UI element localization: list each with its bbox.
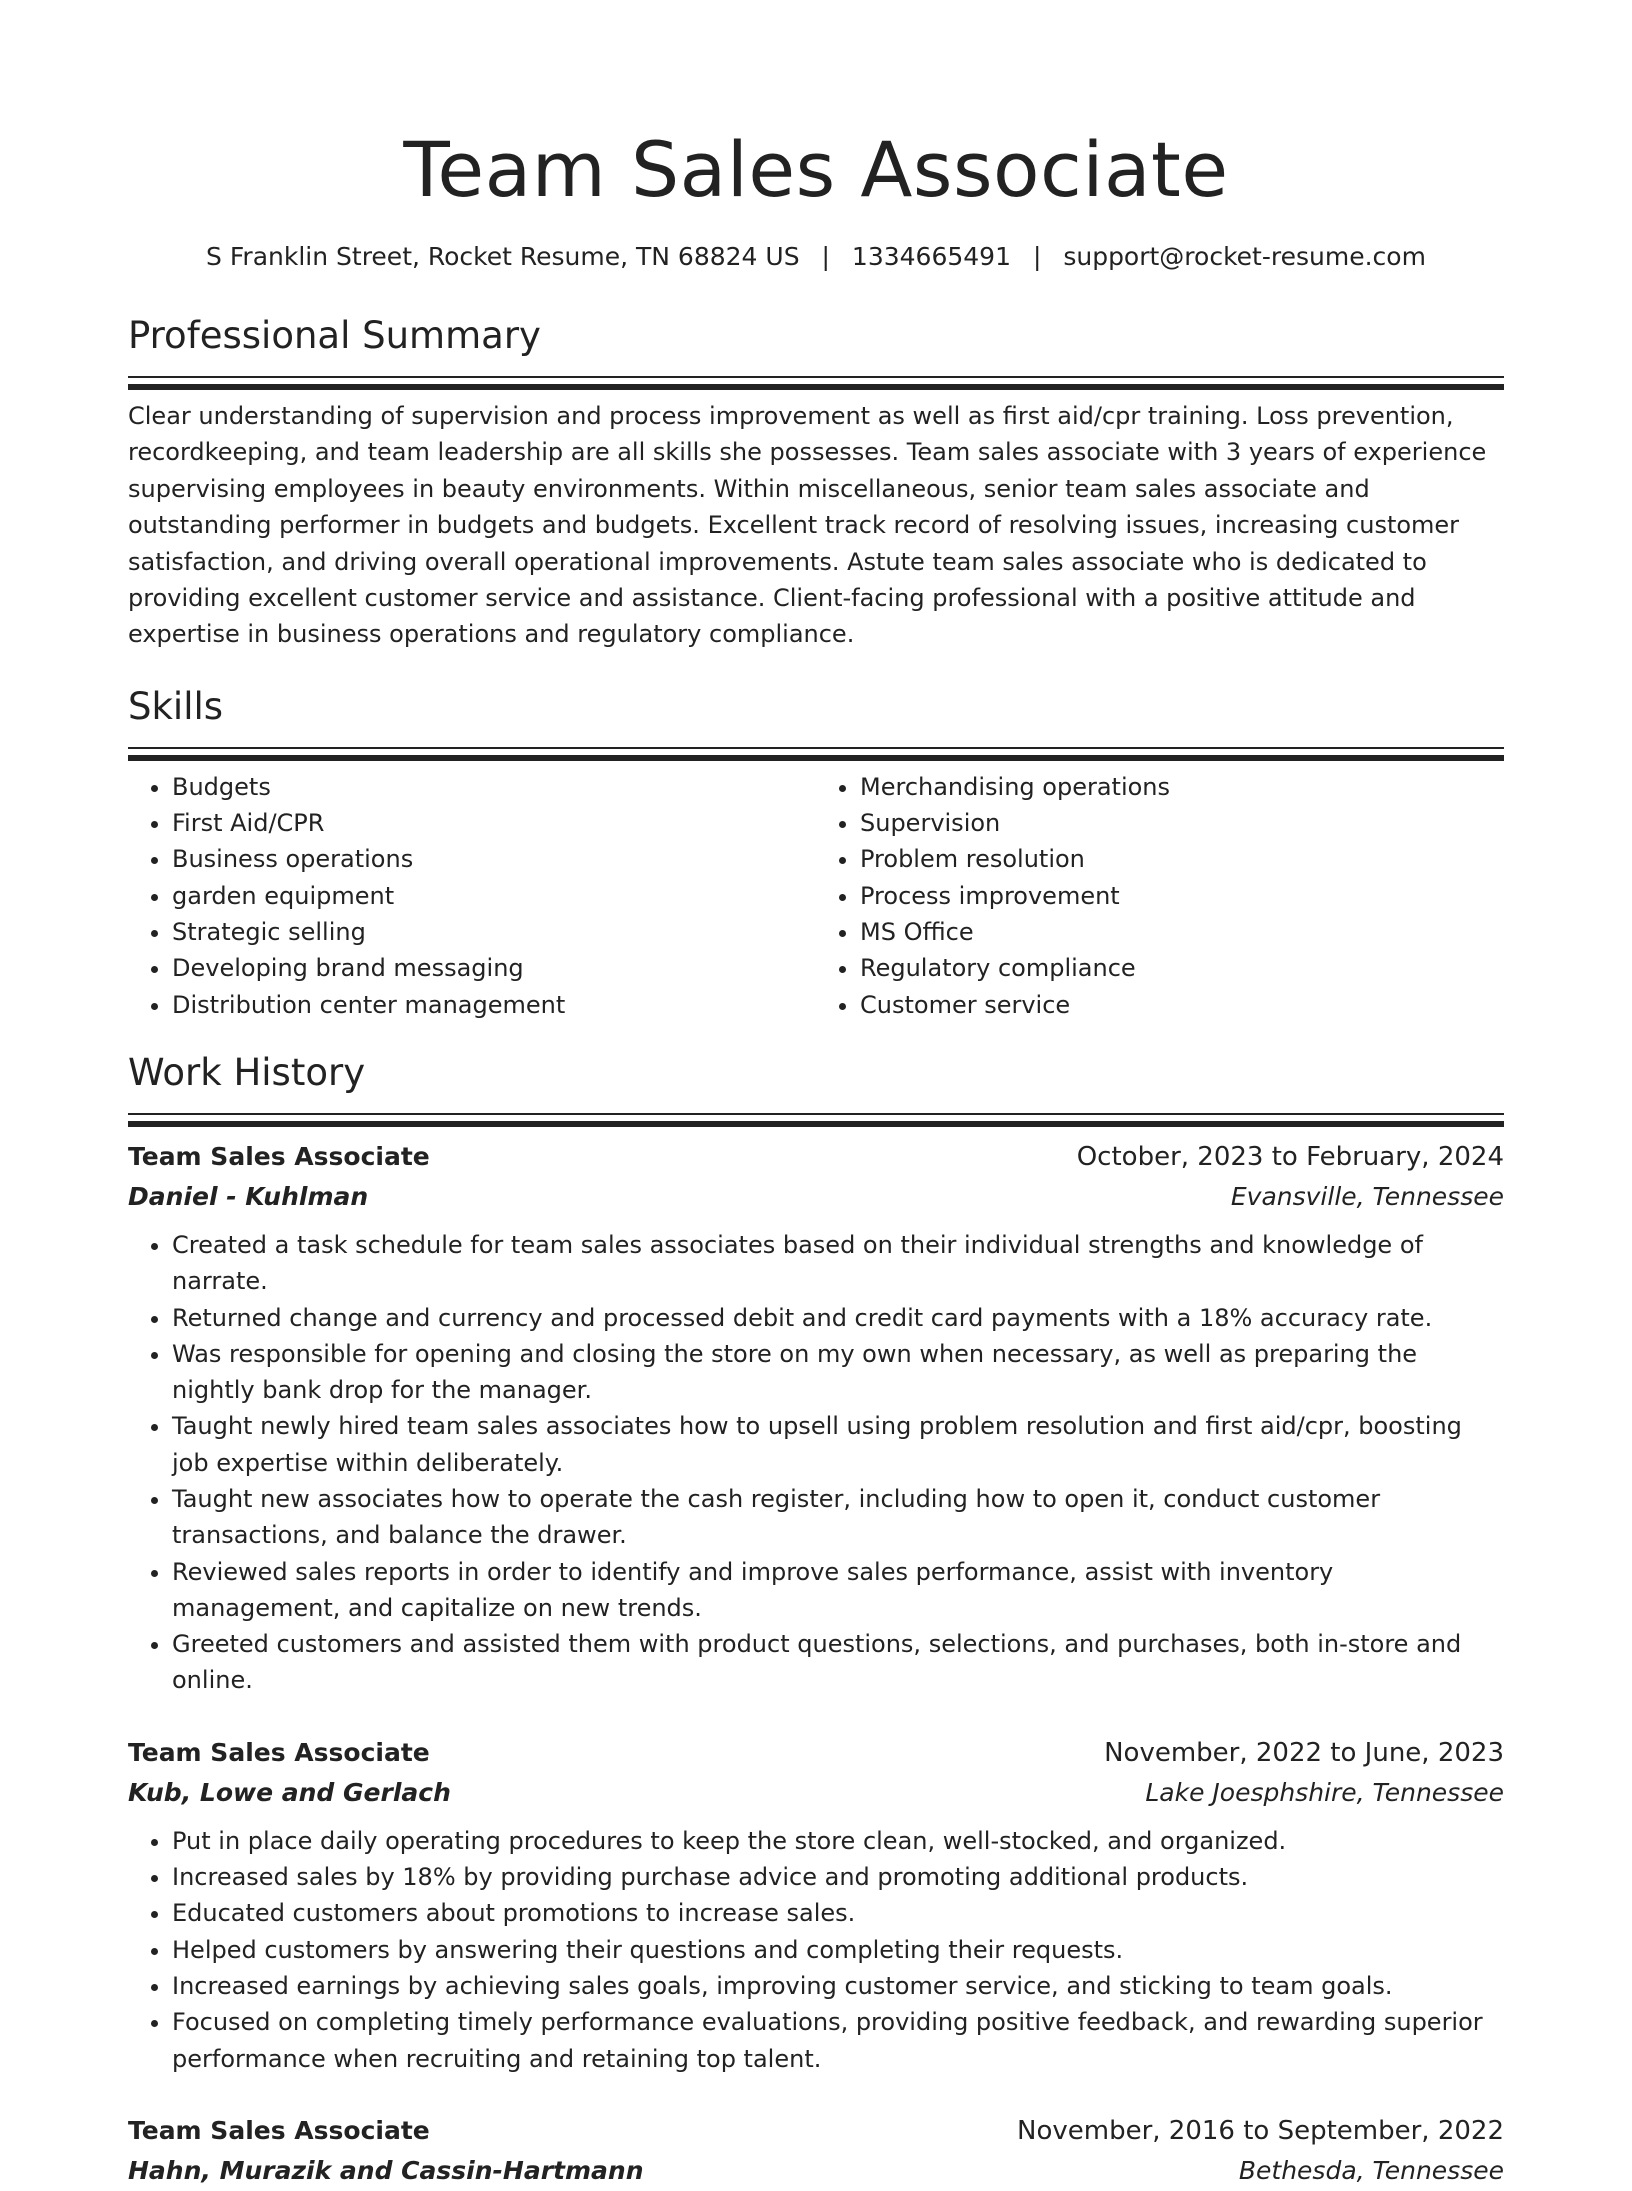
job-entry <box>128 1733 1504 2077</box>
job-duty-item: • Put in place daily operating procedures to keep the store clean, well-stocked, and organized. <box>172 1823 1504 1859</box>
skill-item: • First Aid/CPR <box>172 805 816 841</box>
job-duty-item: • Was responsible for opening and closing the store on my own when necessary, as well as preparing the nightly bank drop for the manager. <box>172 1336 1504 1409</box>
skills-column-left <box>128 769 816 1023</box>
job-duty-item: • Returned change and currency and processed debit and credit card payments with a 18% accuracy rate. <box>172 1300 1504 1336</box>
job-company: Hahn, Murazik and Cassin-Hartmann <box>128 2155 644 2185</box>
job-duty-item: • Greeted customers and assisted them with product questions, selections, and purchases, both in-store and online. <box>172 1626 1504 1699</box>
job-dates: November, 2022 to June, 2023 <box>1104 1737 1504 1768</box>
contact-phone: 1334665491 <box>851 242 1011 271</box>
job-duty-item: • Taught new associates how to operate the cash register, including how to open it, conduct customer transactions, and balance the drawer. <box>172 1481 1504 1554</box>
job-entry <box>128 2111 1504 2191</box>
job-company: Kub, Lowe and Gerlach <box>128 1777 451 1807</box>
job-header-row <box>128 1137 1504 1177</box>
job-duty-item: • Created a task schedule for team sales associates based on their individual strengths and knowledge of narrate. <box>172 1227 1504 1300</box>
job-title: Team Sales Associate <box>128 1141 430 1171</box>
summary-heading: Professional Summary <box>128 314 541 357</box>
section-divider <box>128 1113 1504 1119</box>
job-dates: October, 2023 to February, 2024 <box>1076 1141 1504 1172</box>
job-header-row <box>128 1733 1504 1773</box>
job-duty-item: • Helped customers by answering their questions and completing their requests. <box>172 1932 1504 1968</box>
skill-item: • Budgets <box>172 769 816 805</box>
contact-separator: | <box>1032 242 1042 271</box>
job-employer-row <box>128 1773 1504 1813</box>
skill-item: • MS Office <box>860 914 1504 950</box>
skill-item: • garden equipment <box>172 878 816 914</box>
skill-item: • Customer service <box>860 987 1504 1023</box>
section-divider <box>128 747 1504 753</box>
job-dates: November, 2016 to September, 2022 <box>1017 2115 1504 2146</box>
job-duty-item: • Increased sales by 18% by providing purchase advice and promoting additional products. <box>172 1859 1504 1895</box>
job-location: Lake Joesphshire, Tennessee <box>1145 1777 1504 1807</box>
summary-text: Clear understanding of supervision and process improvement as well as first aid/cpr training. Loss prevention, recordkeeping, and team leadership are all skills she possesses. Team sales associate with 3 years of experience supervising employees in beauty environments. Within miscellaneous, senior team sales associate and outstanding performer in budgets and budgets. Excellent track record of resolving issues, increasing customer satisfaction, and driving overall operational improvements. Astute team sales associate who is dedicated to providing excellent customer service and assistance. Client-facing professional with a positive attitude and expertise in business operations and regulatory compliance. <box>128 402 1487 649</box>
skill-item: • Strategic selling <box>172 914 816 950</box>
skill-item: • Developing brand messaging <box>172 950 816 986</box>
skill-item: • Business operations <box>172 841 816 877</box>
job-employer-row <box>128 2151 1504 2191</box>
skills-column-right <box>816 769 1504 1023</box>
job-title: Team Sales Associate <box>128 1737 430 1767</box>
job-company: Daniel - Kuhlman <box>128 1181 369 1211</box>
skill-item: • Process improvement <box>860 878 1504 914</box>
contact-line <box>128 240 1504 274</box>
section-divider <box>128 376 1504 382</box>
skill-item: • Regulatory compliance <box>860 950 1504 986</box>
job-duty-item: • Focused on completing timely performance evaluations, providing positive feedback, and rewarding superior performance when recruiting and retaining top talent. <box>172 2004 1504 2077</box>
resume-title: Team Sales Associate <box>403 125 1229 214</box>
job-location: Bethesda, Tennessee <box>1238 2155 1504 2185</box>
contact-separator: | <box>821 242 830 271</box>
job-entry <box>128 1137 1504 1699</box>
job-location: Evansville, Tennessee <box>1230 1181 1504 1211</box>
work-history-heading: Work History <box>128 1050 366 1094</box>
job-duty-item: • Educated customers about promotions to increase sales. <box>172 1895 1504 1931</box>
contact-address: S Franklin Street, Rocket Resume, TN 68824 US <box>206 242 800 271</box>
skill-item: • Problem resolution <box>860 841 1504 877</box>
skills-list <box>128 769 1504 1023</box>
job-title: Team Sales Associate <box>128 2115 430 2145</box>
job-duty-item: • Increased earnings by achieving sales goals, improving customer service, and sticking to team goals. <box>172 1968 1504 2004</box>
skill-item: • Supervision <box>860 805 1504 841</box>
job-header-row <box>128 2111 1504 2151</box>
skill-item: • Merchandising operations <box>860 769 1504 805</box>
job-employer-row <box>128 1177 1504 1217</box>
skills-heading: Skills <box>128 684 224 728</box>
job-duty-item: • Reviewed sales reports in order to identify and improve sales performance, assist with inventory management, and capitalize on new trends. <box>172 1554 1504 1627</box>
skill-item: • Distribution center management <box>172 987 816 1023</box>
job-duties <box>128 1823 1504 2077</box>
job-duty-item: • Taught newly hired team sales associates how to upsell using problem resolution and first aid/cpr, boosting job expertise within deliberately. <box>172 1408 1504 1481</box>
job-duties <box>128 1227 1504 1699</box>
contact-email: support@rocket-resume.com <box>1063 242 1426 271</box>
